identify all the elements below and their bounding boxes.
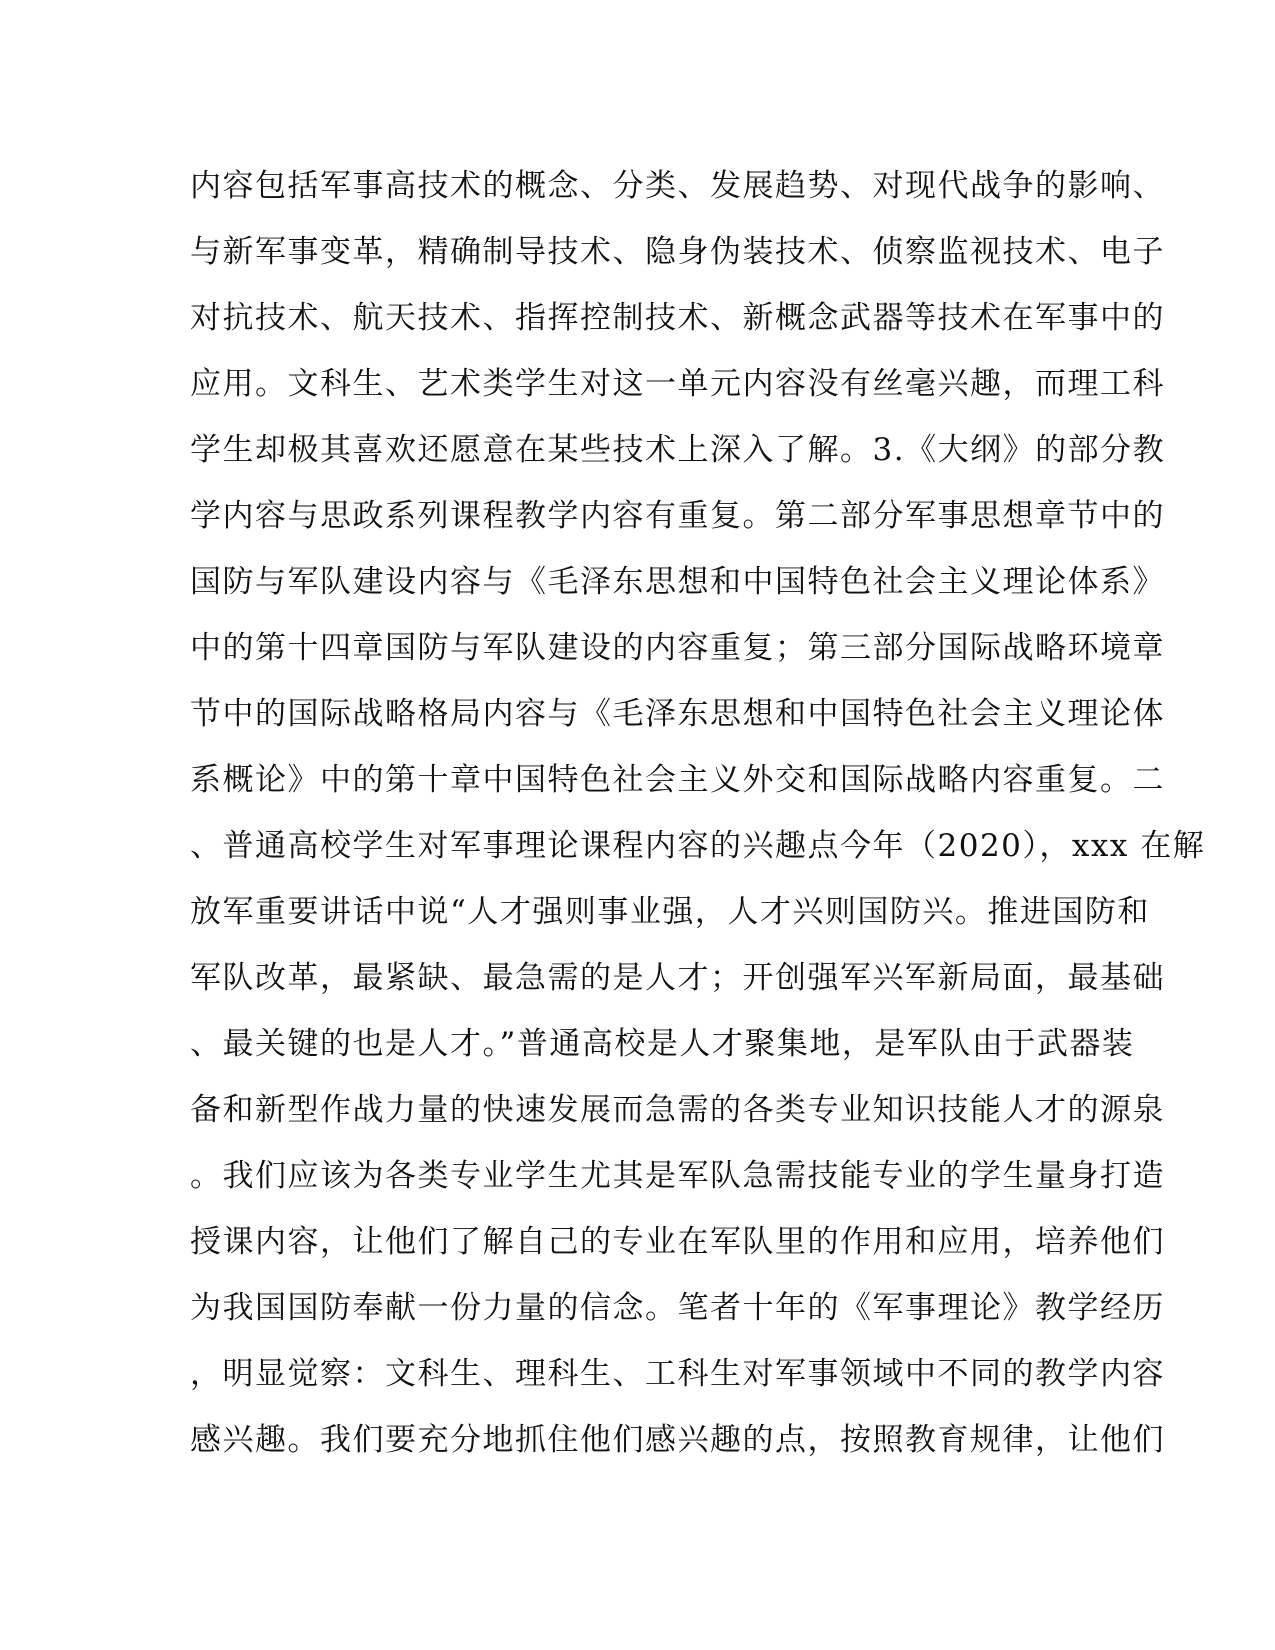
text-line: 为我国国防奉献一份力量的信念。笔者十年的《军事理论》教学经历: [190, 1290, 1165, 1326]
text-line: 中的第十四章国防与军队建设的内容重复；第三部分国际战略环境章: [190, 630, 1165, 666]
text-line: 学内容与思政系列课程教学内容有重复。第二部分军事思想章节中的: [190, 498, 1165, 534]
text-line: 对抗技术、航天技术、指挥控制技术、新概念武器等技术在军事中的: [190, 300, 1165, 336]
text-line: 感兴趣。我们要充分地抓住他们感兴趣的点，按照教育规律，让他们: [190, 1422, 1165, 1458]
text-line: 军队改革，最紧缺、最急需的是人才；开创强军兴军新局面，最基础: [190, 960, 1165, 996]
text-line: 节中的国际战略格局内容与《毛泽东思想和中国特色社会主义理论体: [190, 696, 1165, 732]
text-line: 国防与军队建设内容与《毛泽东思想和中国特色社会主义理论体系》: [190, 564, 1165, 600]
text-line: 应用。文科生、艺术类学生对这一单元内容没有丝毫兴趣，而理工科: [190, 366, 1165, 402]
text-line: 系概论》中的第十章中国特色社会主义外交和国际战略内容重复。二: [190, 762, 1165, 798]
text-line: 学生却极其喜欢还愿意在某些技术上深入了解。3.《大纲》的部分教: [190, 432, 1166, 468]
text-line: 内容包括军事高技术的概念、分类、发展趋势、对现代战争的影响、: [190, 168, 1165, 204]
text-line: 授课内容，让他们了解自己的专业在军队里的作用和应用，培养他们: [190, 1224, 1165, 1260]
text-line: ，明显觉察：文科生、理科生、工科生对军事领域中不同的教学内容: [190, 1356, 1165, 1392]
body-text: [190, 166, 1206, 1486]
text-line: 放军重要讲话中说“人才强则事业强，人才兴则国防兴。推进国防和: [190, 894, 1150, 930]
text-line: 备和新型作战力量的快速发展而急需的各类专业知识技能人才的源泉: [190, 1092, 1165, 1128]
text-line: 。我们应该为各类专业学生尤其是军队急需技能专业的学生量身打造: [190, 1158, 1165, 1194]
text-line: 、最关键的也是人才。”普通高校是人才聚集地，是军队由于武器装: [190, 1026, 1135, 1062]
text-line: 与新军事变革，精确制导技术、隐身伪装技术、侦察监视技术、电子: [190, 234, 1165, 270]
text-line: 、普通高校学生对军事理论课程内容的兴趣点今年（2020），xxx 在解: [190, 828, 1206, 864]
